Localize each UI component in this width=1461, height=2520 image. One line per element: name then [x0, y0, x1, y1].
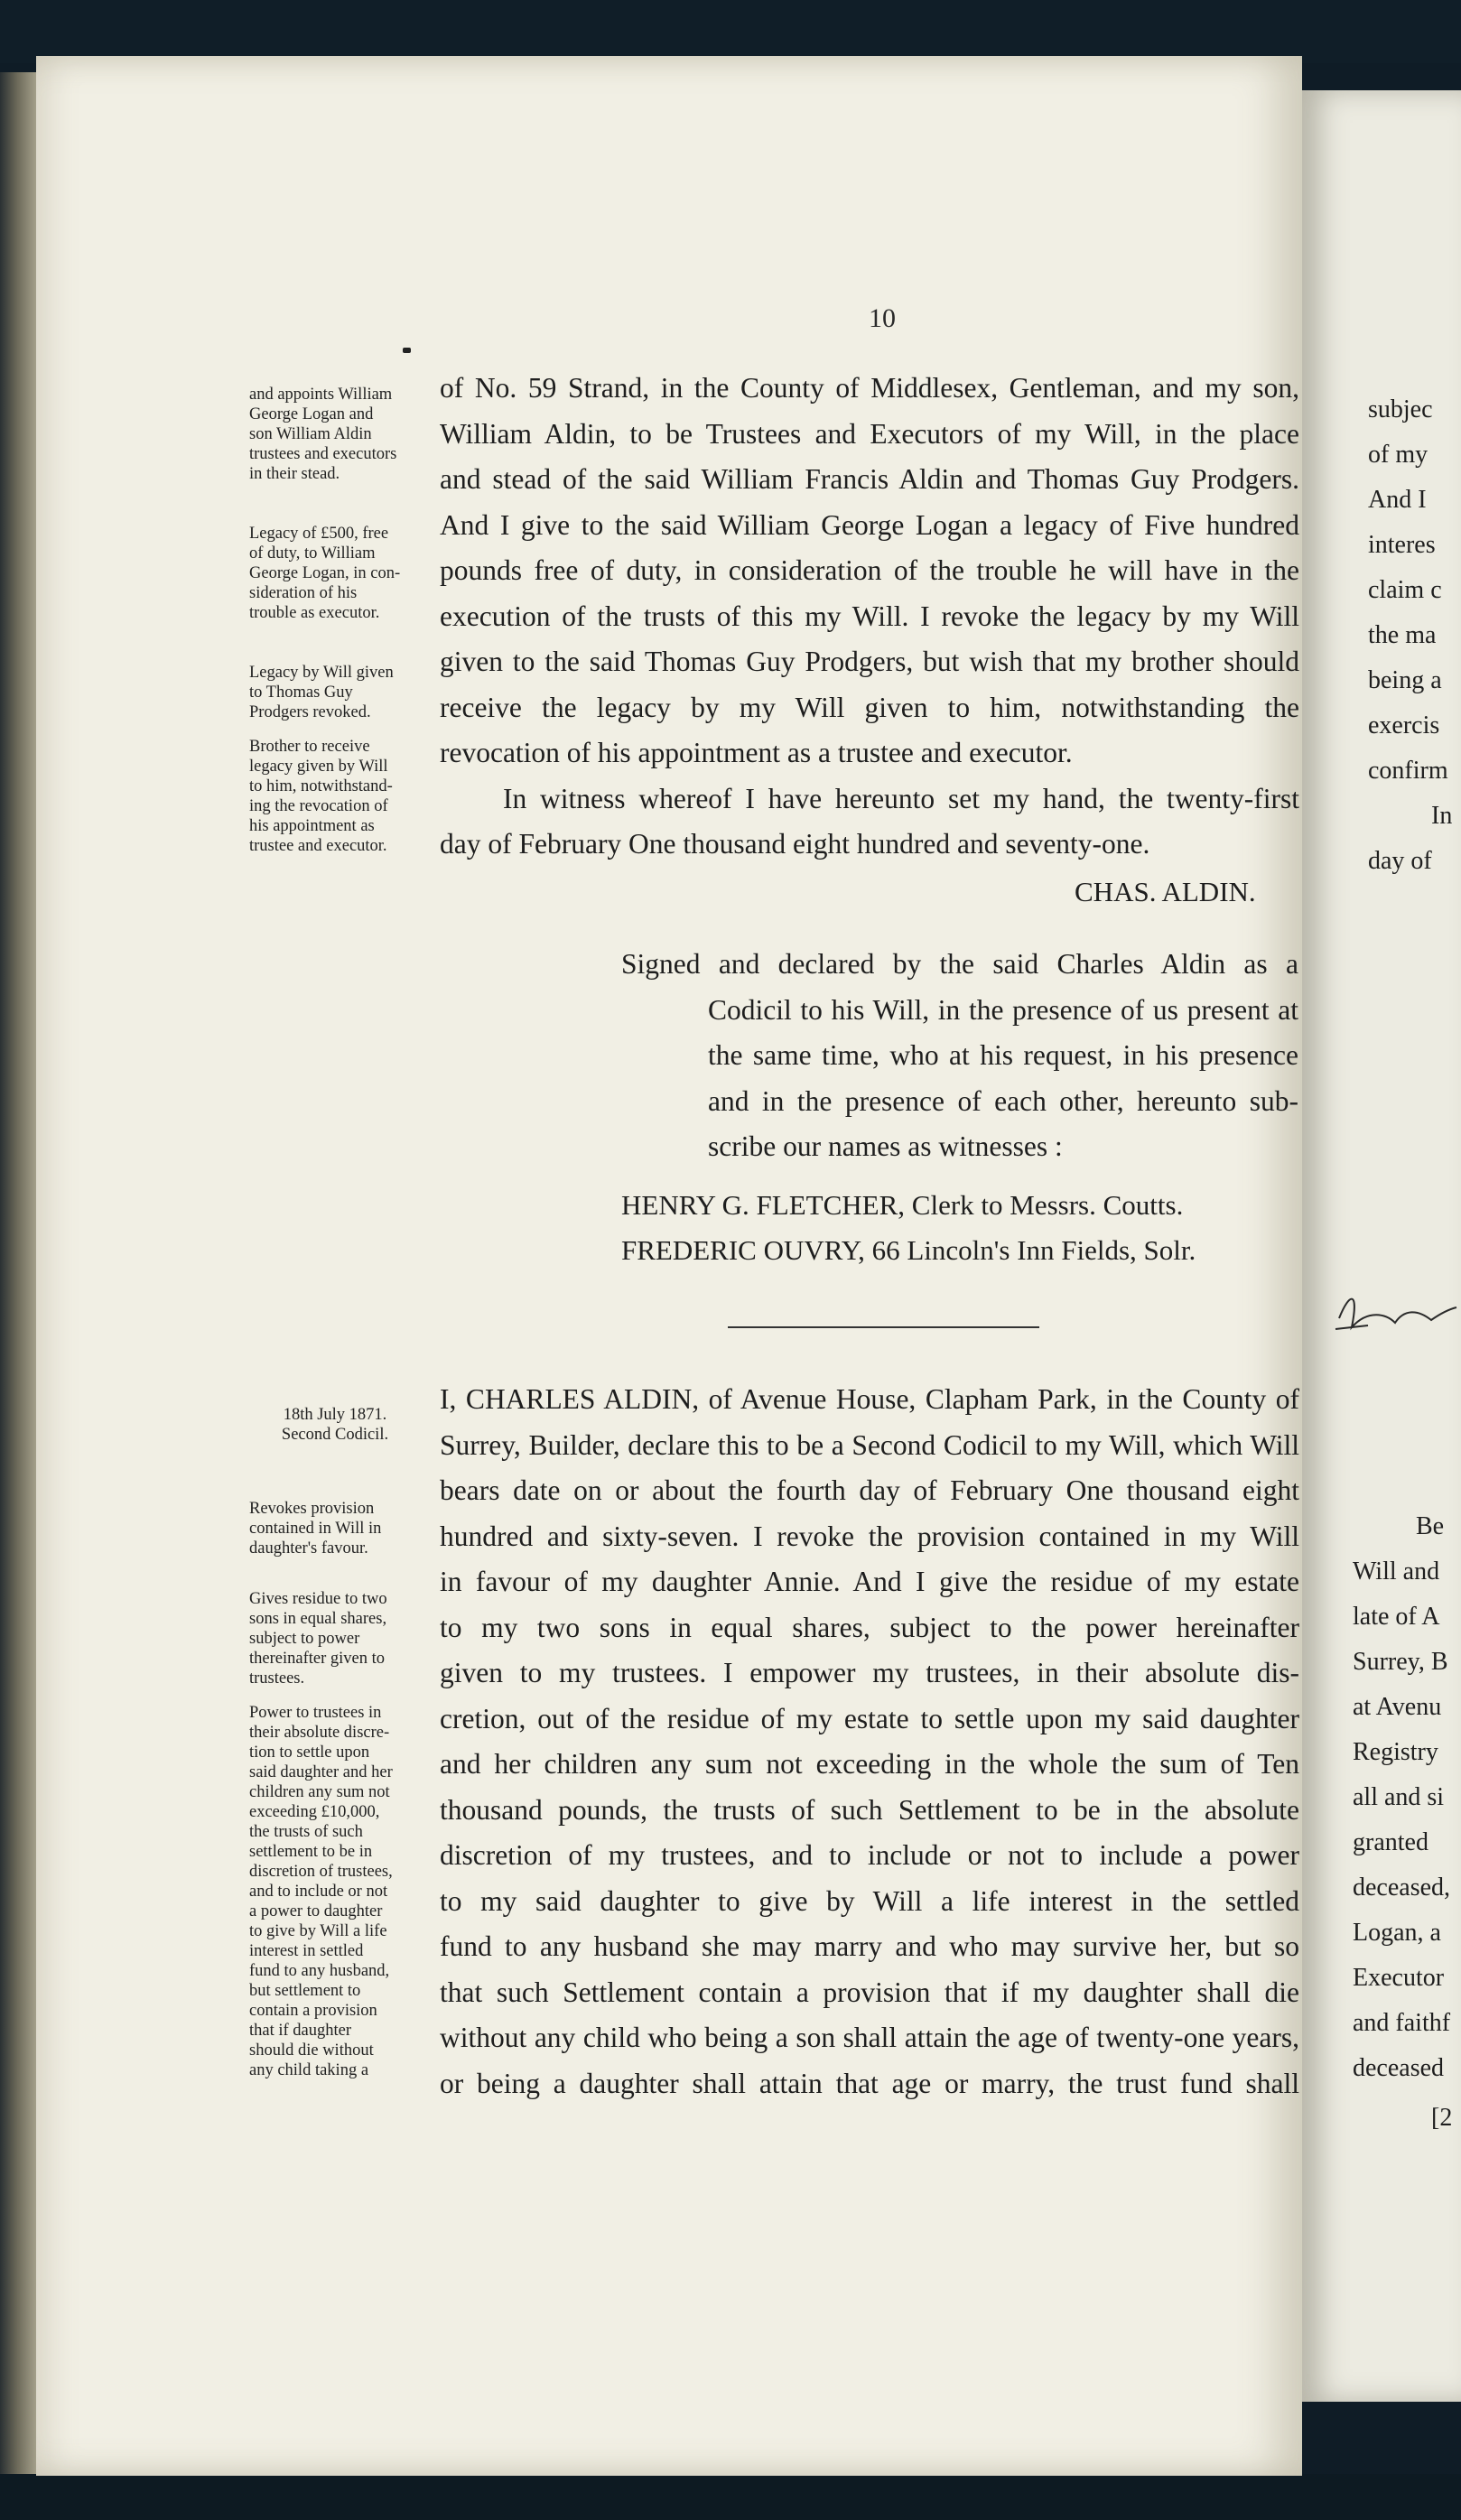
- text-line: given to the said Thomas Guy Prodgers, but wish that my brother should: [440, 646, 1299, 677]
- attestation-line: the same time, who at his request, in his presence: [708, 1039, 1298, 1071]
- section-divider: [728, 1326, 1039, 1328]
- facing-page-fragment: Registry: [1353, 1738, 1438, 1766]
- facing-page-fragment: [2: [1431, 2104, 1453, 2132]
- facing-page-fragment: exercis: [1368, 711, 1440, 739]
- text-line: fund to any husband she may marry and who may survive her, but so: [440, 1930, 1299, 1962]
- margin-note-revokes-provision: Revokes provision contained in Will in daughter's favour.: [249, 1500, 382, 1558]
- witness-frederic-ouvry: FREDERIC OUVRY, 66 Lincoln's Inn Fields, Solr.: [621, 1234, 1196, 1266]
- margin-note-legacy-500: Legacy of £500, free of duty, to William George Logan, in con- sideration of his trouble as executor.: [249, 525, 401, 622]
- text-line: hundred and sixty-seven. I revoke the provision contained in my Will: [440, 1520, 1299, 1552]
- facing-page-fragment: interes: [1368, 531, 1436, 559]
- witness-clause-line: day of February One thousand eight hundred and seventy-one.: [440, 828, 1150, 860]
- text-line: without any child who being a son shall attain the age of twenty-one years,: [440, 2022, 1299, 2053]
- facing-page-fragment: Will and: [1353, 1558, 1440, 1585]
- facing-page-fragment: deceased: [1353, 2054, 1445, 2082]
- text-line: of No. 59 Strand, in the County of Middlesex, Gentleman, and my son,: [440, 372, 1299, 404]
- text-line: to my said daughter to give by Will a life interest in the settled: [440, 1884, 1299, 1917]
- facing-page-fragment: Executor: [1353, 1964, 1445, 1992]
- attestation-line: Signed and declared by the said Charles Aldin as a: [621, 948, 1298, 980]
- text-line: receive the legacy by my Will given to him, notwithstanding the: [440, 691, 1299, 723]
- text-line: revocation of his appointment as a trustee and executor.: [440, 737, 1073, 768]
- facing-page-fragment: Surrey, B: [1353, 1648, 1448, 1676]
- witness-clause-line: In witness whereof I have hereunto set my hand, the twenty-first: [503, 782, 1299, 814]
- second-codicil-paragraph: [440, 1377, 1299, 2106]
- facing-page-fragment: and faithf: [1353, 2009, 1451, 2037]
- facing-page-fragment: being a: [1368, 666, 1442, 694]
- facing-page-fragment: Be: [1416, 1512, 1445, 1540]
- attestation-line: and in the presence of each other, hereunto sub-: [708, 1084, 1298, 1117]
- facing-page-fragment: day of: [1368, 847, 1432, 875]
- facing-page-fragment: And I: [1368, 486, 1427, 514]
- margin-note-residue: Gives residue to two sons in equal shares, subject to power thereinafter given to trustees.: [249, 1590, 387, 1688]
- text-line: and stead of the said William Francis Aldin and Thomas Guy Prodgers.: [440, 463, 1299, 495]
- text-line: that such Settlement contain a provision that if my daughter shall die: [440, 1976, 1299, 2008]
- signature-charles-aldin: CHAS. ALDIN.: [1075, 876, 1256, 907]
- text-line: And I give to the said William George Logan a legacy of Five hundred: [440, 508, 1299, 541]
- handwritten-annotation: [1332, 1282, 1458, 1345]
- text-line: or being a daughter shall attain that age or marry, the trust fund shall: [440, 2067, 1299, 2099]
- margin-note-second-codicil: 18th July 1871. Second Codicil.: [281, 1406, 389, 1444]
- text-line: to my two sons in equal shares, subject to the power hereinafter: [440, 1611, 1299, 1643]
- codicil-paragraph-1: [440, 366, 1299, 868]
- attestation-clause: [621, 942, 1298, 1170]
- text-line: cretion, out of the residue of my estate to settle upon my said daughter: [440, 1702, 1299, 1734]
- witness-names: [621, 1183, 1196, 1273]
- facing-page-fragment: deceased,: [1353, 1874, 1451, 1902]
- page-number: 10: [869, 303, 896, 333]
- facing-page-fragment: all and si: [1353, 1783, 1445, 1811]
- facing-page-fragment: Logan, a: [1353, 1919, 1441, 1947]
- text-line: bears date on or about the fourth day of February One thousand eight: [440, 1474, 1299, 1506]
- text-line: in favour of my daughter Annie. And I give the residue of my estate: [440, 1566, 1299, 1597]
- facing-page-fragment: In: [1431, 802, 1453, 830]
- attestation-line: scribe our names as witnesses :: [708, 1130, 1063, 1162]
- margin-note-brother-legacy: Brother to receive legacy given by Will to him, notwithstand- ing the revocation of his appointment as trustee and executor.: [249, 738, 393, 855]
- margin-note-power-to-trustees: Power to trustees in their absolute discre- tion to settle upon said daughter and her children any sum not exceeding £10,000, the trusts of such settlement to be in discretion of trustees, and to include or not a power to daughter to give by Will a life interest in settled fund to any husband, but settlement to contain a provision that if daughter should die without any child taking a: [249, 1704, 393, 2079]
- facing-page-fragment: late of A: [1353, 1603, 1440, 1631]
- margin-note-legacy-revoked: Legacy by Will given to Thomas Guy Prodgers revoked.: [249, 664, 394, 721]
- text-line: and her children any sum not exceeding in the whole the sum of Ten: [440, 1748, 1299, 1780]
- text-line: given to my trustees. I empower my trustees, in their absolute dis-: [440, 1657, 1299, 1688]
- ink-mark: [403, 348, 411, 353]
- text-line: Surrey, Builder, declare this to be a Second Codicil to my Will, which Will: [440, 1428, 1299, 1461]
- facing-page-fragment: granted: [1353, 1828, 1428, 1856]
- text-line: pounds free of duty, in consideration of the trouble he will have in the: [440, 554, 1299, 586]
- facing-page-fragment: at Avenu: [1353, 1693, 1442, 1721]
- margin-note-appointment: and appoints William George Logan and son William Aldin trustees and executors in their stead.: [249, 386, 397, 483]
- facing-page-fragment: of my: [1368, 441, 1428, 469]
- text-line: discretion of my trustees, and to include or not to include a power: [440, 1839, 1299, 1871]
- facing-page-fragment: confirm: [1368, 757, 1448, 785]
- text-line: execution of the trusts of this my Will. I revoke the legacy by my Will: [440, 600, 1299, 632]
- text-line: thousand pounds, the trusts of such Settlement to be in the absolute: [440, 1793, 1299, 1826]
- witness-henry-fletcher: HENRY G. FLETCHER, Clerk to Messrs. Coutts.: [621, 1189, 1184, 1221]
- facing-page-fragment: the ma: [1368, 621, 1437, 649]
- facing-page-fragment: claim c: [1368, 576, 1442, 604]
- attestation-line: Codicil to his Will, in the presence of us present at: [708, 993, 1298, 1026]
- facing-page-fragment: subjec: [1368, 395, 1433, 423]
- text-line: William Aldin, to be Trustees and Executors of my Will, in the place: [440, 417, 1299, 450]
- text-line: I, CHARLES ALDIN, of Avenue House, Clapham Park, in the County of: [440, 1383, 1299, 1415]
